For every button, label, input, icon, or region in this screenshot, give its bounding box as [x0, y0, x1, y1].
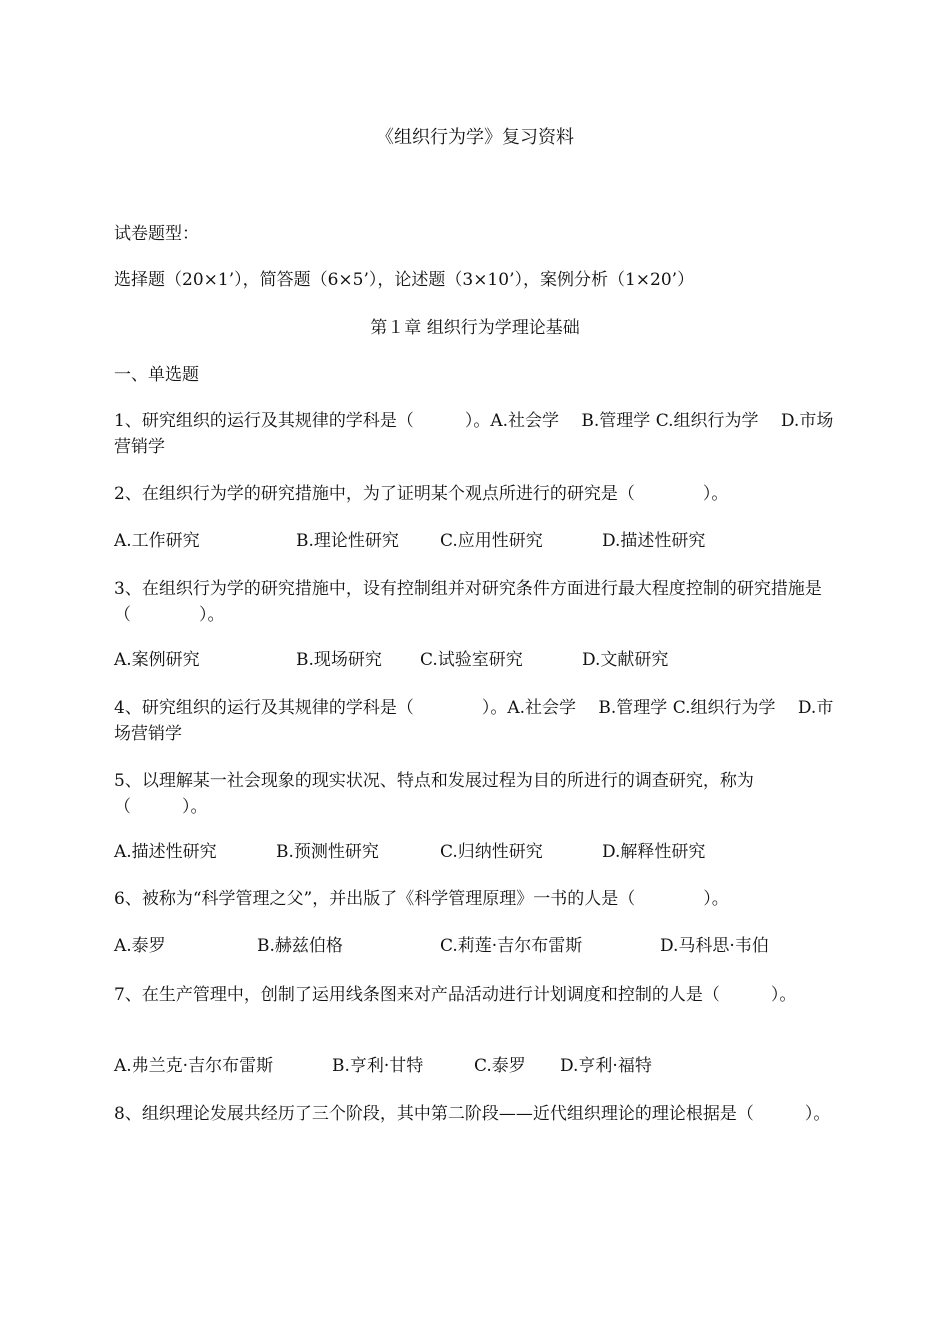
question-2-options — [114, 529, 836, 553]
question-6-options — [114, 934, 836, 958]
question-7: 7、在生产管理中，创制了运用线条图来对产品活动进行计划调度和控制的人是（ ）。 — [114, 985, 797, 1005]
question-7-options — [114, 1054, 836, 1078]
question-3: 3、在组织行为学的研究措施中，设有控制组并对研究条件方面进行最大程度控制的研究措施是（ ）。 — [114, 579, 822, 625]
question-2-option-c: C.应用性研究 — [440, 531, 543, 551]
question-3-options — [114, 648, 836, 672]
chapter-title: 第１章 组织行为学理论基础 — [370, 318, 580, 338]
question-7-option-a: A.弗兰克·吉尔布雷斯 — [114, 1056, 274, 1076]
exam-types-heading: 试卷题型： — [114, 224, 199, 244]
question-7-option-b: B.亨利·甘特 — [332, 1056, 424, 1076]
document-title: 《组织行为学》复习资料 — [376, 127, 574, 148]
question-5-options — [114, 840, 836, 864]
question-7-option-d: D.亨利·福特 — [560, 1056, 652, 1076]
question-2-option-d: D.描述性研究 — [602, 531, 706, 551]
question-2: 2、在组织行为学的研究措施中，为了证明某个观点所进行的研究是（ ）。 — [114, 484, 729, 504]
question-3-option-b: B.现场研究 — [296, 650, 382, 670]
question-6-option-a: A.泰罗 — [114, 936, 166, 956]
question-5: 5、以理解某一社会现象的现实状况、特点和发展过程为目的所进行的调查研究，称为（ ）。 — [114, 771, 754, 817]
question-6-option-b: B.赫兹伯格 — [257, 936, 343, 956]
exam-types-line: 选择题（20×1’），简答题（6×5’），论述题（3×10’），案例分析（1×20’） — [114, 270, 695, 290]
question-5-option-a: A.描述性研究 — [114, 842, 217, 862]
question-3-option-a: A.案例研究 — [114, 650, 200, 670]
question-6: 6、被称为“科学管理之父”，并出版了《科学管理原理》一书的人是（ ）。 — [114, 889, 729, 909]
question-5-option-c: C.归纳性研究 — [440, 842, 543, 862]
question-1: 1、研究组织的运行及其规律的学科是（ ）。A.社会学 B.管理学 C.组织行为学 D.市场营销学 — [114, 411, 834, 457]
question-7-option-c: C.泰罗 — [474, 1056, 526, 1076]
question-8: 8、组织理论发展共经历了三个阶段，其中第二阶段——近代组织理论的理论根据是（ ）。 — [114, 1104, 831, 1124]
question-6-option-d: D.马科思·韦伯 — [660, 936, 769, 956]
question-5-option-d: D.解释性研究 — [602, 842, 706, 862]
question-2-option-b: B.理论性研究 — [296, 531, 399, 551]
question-4: 4、研究组织的运行及其规律的学科是（ ）。A.社会学 B.管理学 C.组织行为学 D.市场营销学 — [114, 698, 834, 744]
question-2-option-a: A.工作研究 — [114, 531, 200, 551]
question-3-option-c: C.试验室研究 — [420, 650, 523, 670]
question-5-option-b: B.预测性研究 — [276, 842, 379, 862]
question-3-option-d: D.文献研究 — [582, 650, 669, 670]
question-6-option-c: C.莉莲·吉尔布雷斯 — [440, 936, 583, 956]
section-title: 一、单选题 — [114, 365, 199, 385]
